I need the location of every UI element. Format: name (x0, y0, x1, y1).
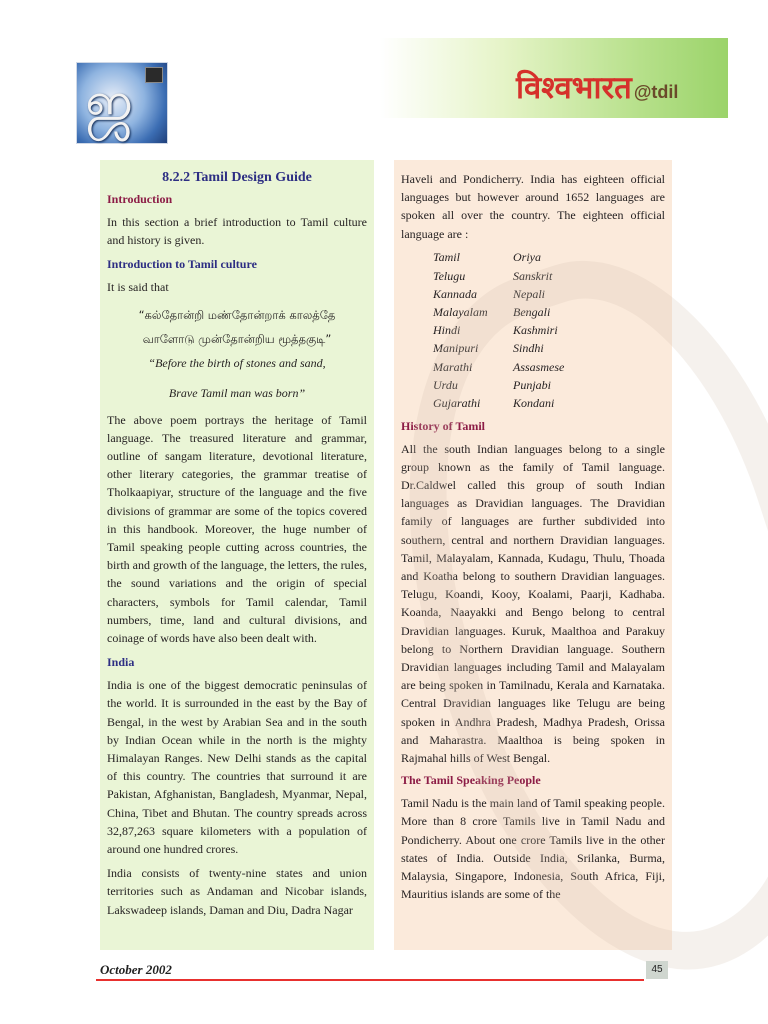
heading-india: India (107, 655, 135, 670)
language-cell: Hindi (433, 323, 461, 338)
heading-introduction: Introduction (107, 192, 173, 206)
brand-latin: @tdil (633, 82, 679, 102)
table-row (433, 358, 593, 376)
logo-glyph: ஜ (85, 68, 134, 136)
logo-corner-image (145, 67, 163, 83)
footer-rule (96, 979, 644, 981)
language-cell: Tamil (433, 250, 460, 265)
paragraph-india-2: India consists of twenty-nine states and union territories such as Andaman and Nicobar islands, Lakswadeep islands, Daman and Diu, Dadra Nagar (107, 866, 367, 917)
section-title: 8.2.2 Tamil Design Guide (162, 170, 312, 185)
paragraph-poem: The above poem portrays the heritage of Tamil language. The treasured literature and grammar, outline of sangam literature, devotional literature, other literary categories, the grammar treatise of Tholkaapiyar, structure of the language and the five divisions of grammar are some of the topics covered in this handbook. Moreover, the huge number of Tamil speaking people cutting across countries, the birth and growth of the language, the letters, the rules, the sound variations and the origin of special characters, symbols for Tamil calendar, Tamil numbers, time, land and cultural divisions, and coinage of words have also been dealt with. (107, 412, 367, 646)
paragraph-it-is-said: It is said that (107, 280, 169, 295)
poem-tamil-line-1: “கல்தோன்றி மண்தோன்றாக் காலத்தே (138, 307, 336, 322)
heading-history: History of Tamil (401, 418, 486, 433)
poem-tamil-line-2: வாளோடு முன்தோன்றிய மூத்தகுடி” (142, 331, 332, 346)
language-cell: Nepali (513, 286, 545, 301)
page-number: 45 (646, 961, 668, 979)
table-row (433, 267, 593, 285)
language-cell: Kashmiri (513, 323, 558, 338)
paragraph-india-1: India is one of the biggest democratic peninsulas of the world. It is surrounded in the east by the Bay of Bengal, in the west by Arabian Sea and in the south by Indian Ocean while in the north is the mighty Himalayan Ranges. New Delhi stands as the capital of this country. The countries that surround it are Pakistan, Afghanistan, Bangladesh, Myanmar, Nepal, China, Tibet and Bhutan. The country spreads across 32,87,263 square kilometers with a population of around one hundred crores. (107, 678, 367, 857)
table-row (433, 285, 593, 303)
language-cell: Sanskrit (513, 268, 553, 283)
poem-english-line-2: Brave Tamil man was born” (168, 385, 306, 400)
language-cell: Punjabi (513, 377, 551, 392)
paragraph-history: All the south Indian languages belong to a single group known as the family of Tamil language. Dr.Caldwel called this group of south Indian languages as Dravidian languages. The Dravidian family of languages are further subdivided into southern, central and northern Dravidian languages. Tamil, Malayalam, Kannada, Kudagu, Thulu, Thoada and Koatha belong to southern Dravidian languages. Telugu, Koandi, Kooy, Koalami, Paarji, Kadhaba. Koanda, Naayakki and Bengo belong to central Dravidian languages. Kuruk, Maalthoa and Parakuy belong to Northern Dravidian language. Southern Dravidian languages including Tamil and Malayalam are being spoken in Tamilnadu, Kerala and Karnataka. Central Dravidian languages like Telugu are being spoken in Andhra Pradesh, Madhya Pradesh, Orissa and Maharastra. Maalthoa is being spoken in Rajmahal hills of West Bengal. (401, 441, 665, 765)
paragraph-introduction: In this section a brief introduction to Tamil culture and history is given. (107, 215, 367, 248)
language-cell: Urdu (433, 377, 458, 392)
language-cell: Marathi (433, 359, 473, 374)
heading-tamil-culture: Introduction to Tamil culture (107, 257, 257, 272)
table-row (433, 394, 593, 412)
language-cell: Sindhi (513, 341, 544, 356)
paragraph-continued: Haveli and Pondicherry. India has eighteen official languages but however around 1652 languages are spoken all over the country. The eighteen official language are : (401, 172, 665, 241)
language-cell: Gujarathi (433, 395, 481, 410)
left-column (100, 160, 374, 950)
brand-hindi: विश्वभारत (516, 70, 632, 106)
footer-date: October 2002 (100, 962, 172, 977)
language-cell: Manipuri (433, 341, 479, 356)
language-cell: Kondani (513, 395, 555, 410)
table-row (433, 249, 593, 267)
brand (516, 66, 678, 110)
language-table (433, 249, 593, 413)
right-column (394, 160, 672, 950)
logo (76, 62, 168, 144)
poem-english-line-1: “Before the birth of stones and sand, (148, 355, 326, 370)
table-row (433, 303, 593, 321)
language-cell: Assasmese (513, 359, 565, 374)
table-row (433, 340, 593, 358)
heading-tamil-people: The Tamil Speaking People (401, 773, 541, 788)
language-cell: Bengali (513, 304, 551, 319)
language-cell: Telugu (433, 268, 466, 283)
table-row (433, 322, 593, 340)
paragraph-tamil-people: Tamil Nadu is the main land of Tamil speaking people. More than 8 crore Tamils live in Tamil Nadu and Pondicherry. About one crore Tamils live in the other states of India. Outside India, Srilanka, Burma, Malaysia, Singapore, Indonesia, South Africa, Fiji, Mauritius islands are some of the (401, 796, 665, 902)
language-cell: Kannada (433, 286, 478, 301)
language-cell: Oriya (513, 250, 541, 265)
table-row (433, 376, 593, 394)
language-cell: Malayalam (433, 304, 488, 319)
